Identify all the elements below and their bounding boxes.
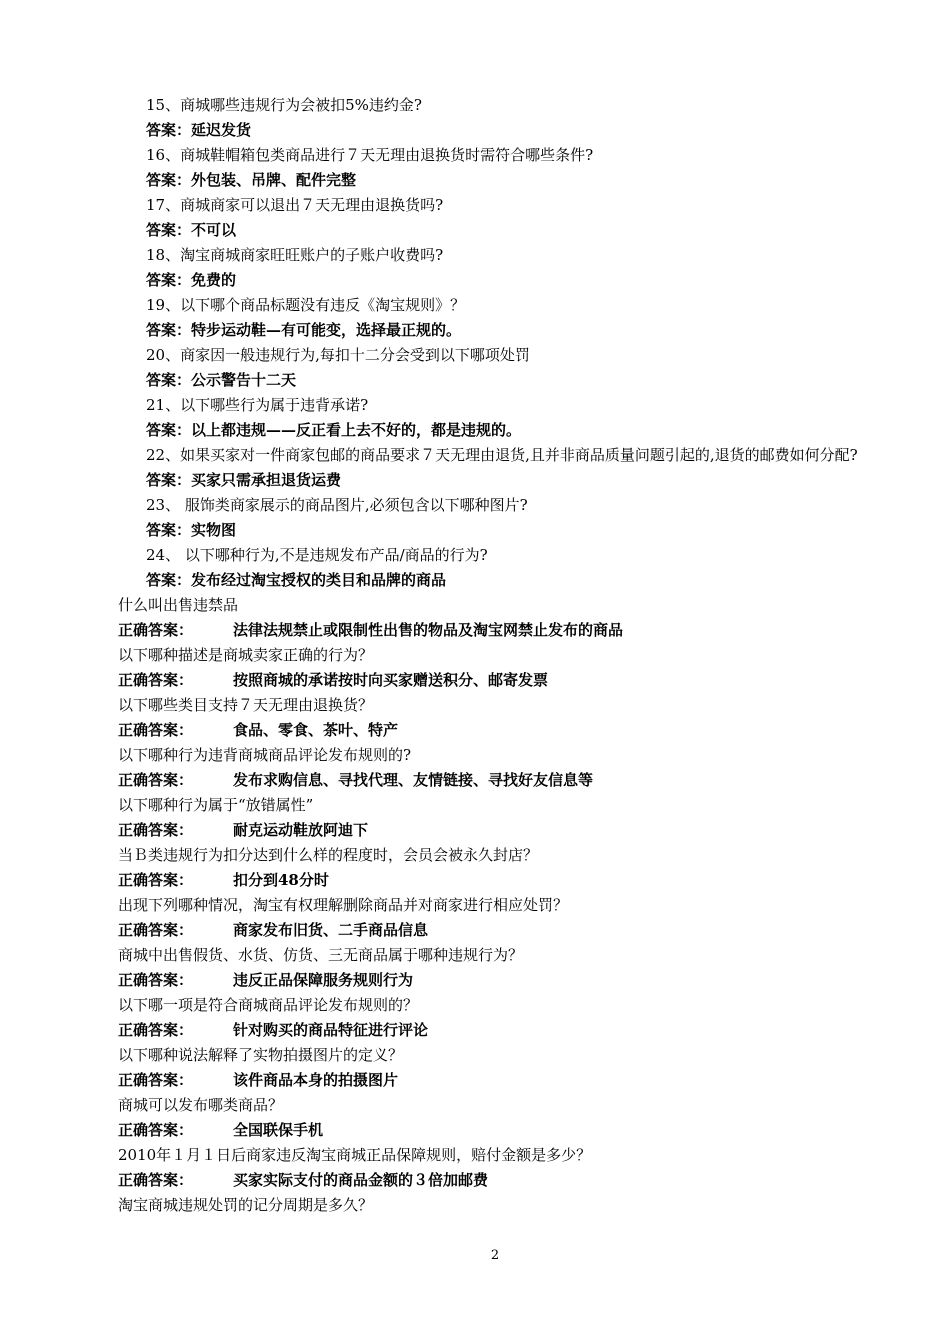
- answer-17: 答案：不可以: [146, 221, 237, 239]
- question: 2010年１月１日后商家违反淘宝商城正品保障规则，赔付金额是多少？: [118, 1146, 592, 1164]
- answer-label: 正确答案：: [118, 771, 194, 789]
- correct-answer: [118, 818, 858, 843]
- answer-18: 答案：免费的: [146, 271, 237, 289]
- answer-text: 法律法规禁止或限制性出售的物品及淘宝网禁止发布的商品: [233, 621, 624, 639]
- correct-answer: [118, 918, 858, 943]
- question-20: 20、商家因一般违规行为,每扣十二分会受到以下哪项处罚: [146, 346, 530, 364]
- question: 商城可以发布哪类商品？: [118, 1096, 284, 1114]
- correct-answer: [118, 768, 858, 793]
- answer-text: 违反正品保障服务规则行为: [233, 971, 414, 989]
- document-body: [118, 93, 858, 1218]
- answer-label: 正确答案：: [118, 971, 194, 989]
- correct-answer: [118, 1118, 858, 1143]
- correct-answer: [118, 1068, 858, 1093]
- question: 以下哪种描述是商城卖家正确的行为？: [118, 646, 374, 664]
- answer-19: 答案：特步运动鞋—有可能变，选择最正规的。: [146, 321, 462, 339]
- correct-answer: [118, 1168, 858, 1193]
- answer-22: 答案：买家只需承担退货运费: [146, 471, 342, 489]
- answer-text: 该件商品本身的拍摄图片: [233, 1071, 399, 1089]
- correct-answer: [118, 618, 858, 643]
- question: 什么叫出售违禁品: [118, 596, 239, 614]
- question: 商城中出售假货、水货、仿货、三无商品属于哪种违规行为？: [118, 946, 524, 964]
- answer-label: 正确答案：: [118, 1021, 194, 1039]
- answer-label: 正确答案：: [118, 1121, 194, 1139]
- answer-20: 答案：公示警告十二天: [146, 371, 297, 389]
- answer-text: 按照商城的承诺按时向买家赠送积分、邮寄发票: [233, 671, 549, 689]
- answer-label: 正确答案：: [118, 871, 194, 889]
- answer-text: 针对购买的商品特征进行评论: [233, 1021, 429, 1039]
- page-number: 2: [490, 1248, 500, 1263]
- question-17: 17、商城商家可以退出７天无理由退换货吗?: [146, 196, 444, 214]
- answer-21: 答案：以上都违规——反正看上去不好的，都是违规的。: [146, 421, 522, 439]
- answer-text: 扣分到48分时: [233, 871, 329, 889]
- question-19: 19、以下哪个商品标题没有违反《淘宝规则》？: [146, 296, 466, 314]
- question-15: 15、商城哪些违规行为会被扣5%违约金?: [146, 96, 422, 114]
- answer-label: 正确答案：: [118, 821, 194, 839]
- question: 以下哪种行为属于“放错属性”: [118, 796, 314, 814]
- correct-answer: [118, 968, 858, 993]
- answer-text: 发布求购信息、寻找代理、友情链接、寻找好友信息等: [233, 771, 594, 789]
- correct-answer: [118, 1018, 858, 1043]
- answer-16: 答案：外包装、吊牌、配件完整: [146, 171, 357, 189]
- answer-text: 商家发布旧货、二手商品信息: [233, 921, 429, 939]
- question: 出现下列哪种情况，淘宝有权理解删除商品并对商家进行相应处罚？: [118, 896, 569, 914]
- answer-15: 答案：延迟发货: [146, 121, 252, 139]
- answer-label: 正确答案：: [118, 621, 194, 639]
- answer-text: 食品、零食、茶叶、特产: [233, 721, 399, 739]
- question: 以下哪种说法解释了实物拍摄图片的定义？: [118, 1046, 404, 1064]
- answer-label: 正确答案：: [118, 671, 194, 689]
- answer-label: 正确答案：: [118, 1071, 194, 1089]
- question-23: 23、 服饰类商家展示的商品图片,必须包含以下哪种图片?: [146, 496, 528, 514]
- correct-answer: [118, 868, 858, 893]
- question: 淘宝商城违规处罚的记分周期是多久？: [118, 1196, 374, 1214]
- correct-answer: [118, 718, 858, 743]
- question-22: 22、如果买家对一件商家包邮的商品要求７天无理由退货,且并非商品质量问题引起的,退货的邮费如何分配?: [146, 446, 858, 464]
- answer-label: 正确答案：: [118, 1171, 194, 1189]
- question: 以下哪些类目支持７天无理由退换货？: [118, 696, 374, 714]
- question-21: 21、以下哪些行为属于违背承诺?: [146, 396, 369, 414]
- question-18: 18、淘宝商城商家旺旺账户的子账户收费吗?: [146, 246, 444, 264]
- answer-label: 正确答案：: [118, 721, 194, 739]
- correct-answer: [118, 668, 858, 693]
- answer-24: 答案：发布经过淘宝授权的类目和品牌的商品: [146, 571, 447, 589]
- question-16: 16、商城鞋帽箱包类商品进行７天无理由退换货时需符合哪些条件?: [146, 146, 594, 164]
- answer-23: 答案：实物图: [146, 521, 237, 539]
- question-24: 24、 以下哪种行为,不是违规发布产品/商品的行为?: [146, 546, 488, 564]
- question: 以下哪一项是符合商城商品评论发布规则的？: [118, 996, 419, 1014]
- question: 以下哪种行为违背商城商品评论发布规则的?: [118, 746, 412, 764]
- question: 当Ｂ类违规行为扣分达到什么样的程度时，会员会被永久封店？: [118, 846, 539, 864]
- answer-text: 买家实际支付的商品金额的３倍加邮费: [233, 1171, 489, 1189]
- answer-text: 耐克运动鞋放阿迪下: [233, 821, 369, 839]
- answer-text: 全国联保手机: [233, 1121, 324, 1139]
- answer-label: 正确答案：: [118, 921, 194, 939]
